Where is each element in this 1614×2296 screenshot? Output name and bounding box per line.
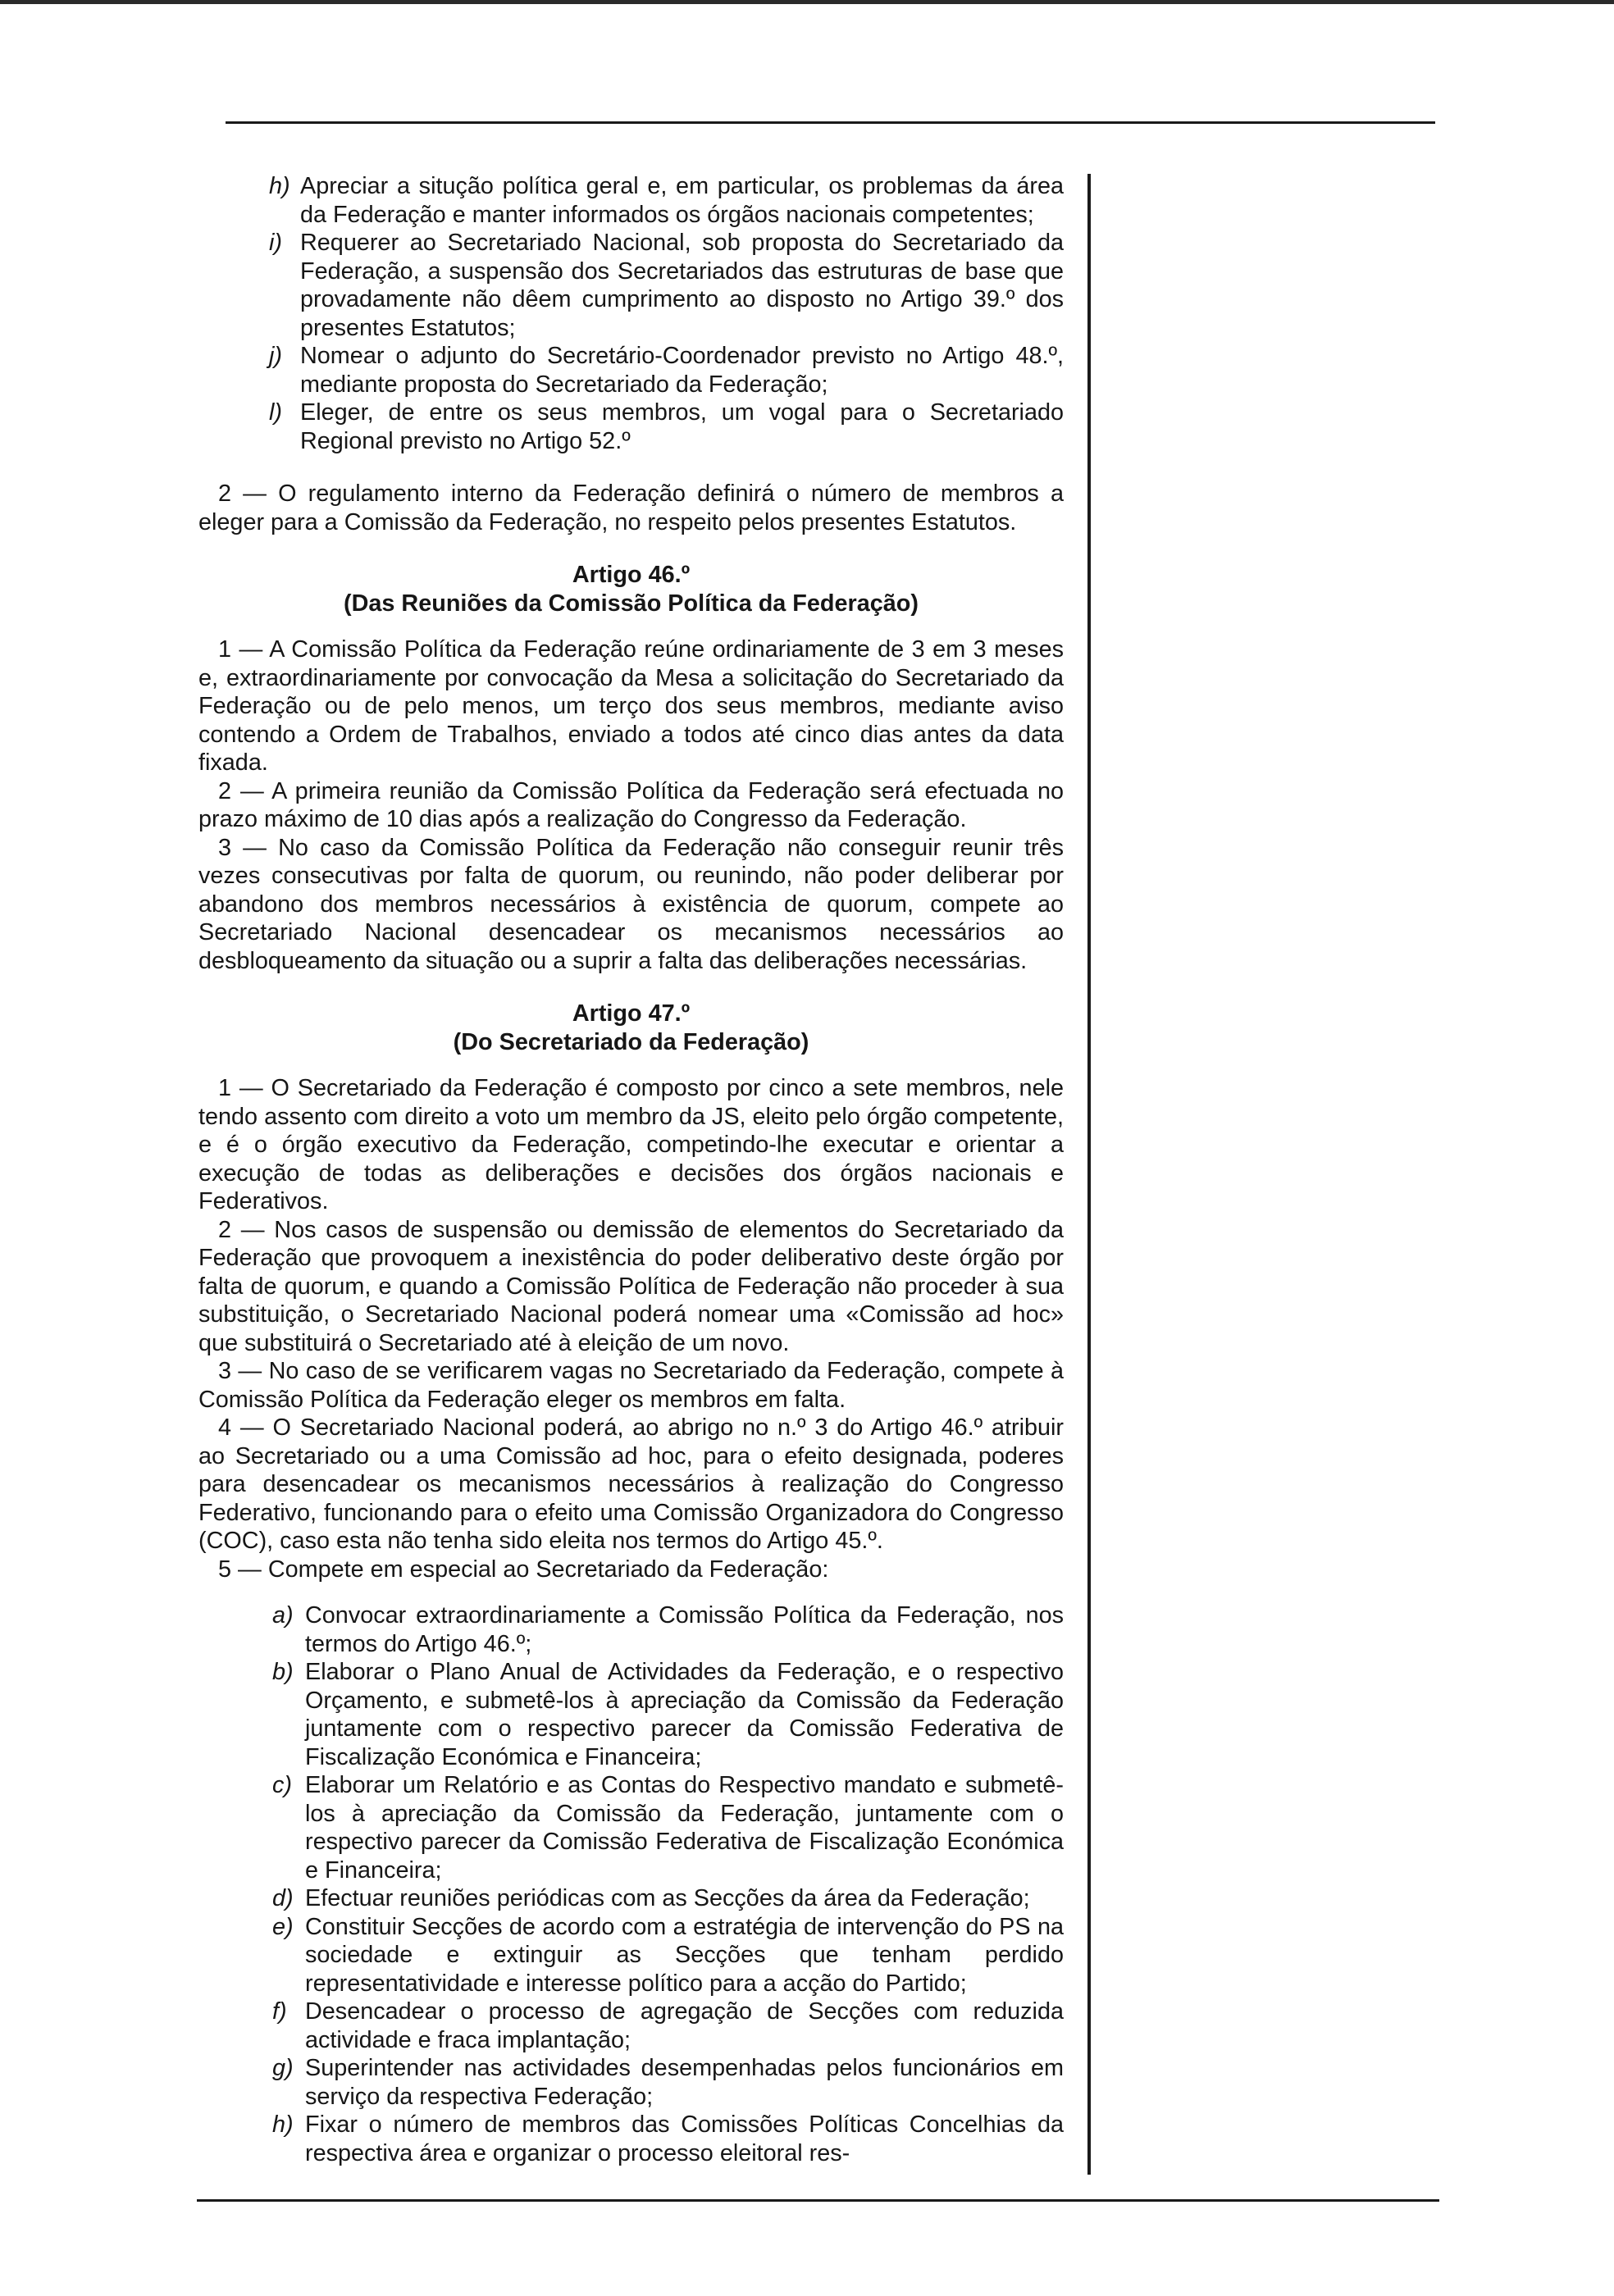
page-top-edge [0, 0, 1614, 4]
article-47-title: (Do Secretariado da Federação) [453, 1028, 809, 1055]
item-label: a) [272, 1602, 294, 1629]
article-46-paragraph: 2 — A primeira reunião da Comissão Política da Federação será efectuada no prazo máximo de 10 dias após a realização do Congresso da Federação. [198, 777, 1064, 832]
item-label: i) [269, 230, 282, 256]
list-item [198, 1913, 1064, 1998]
list-item [198, 2111, 1064, 2167]
footer-rule [197, 2199, 1439, 2202]
item-text: Elaborar um Relatório e as Contas do Respectivo mandato e submetê-los à apreciação da Comissão da Federação, juntamente com o respectivo parecer da Comissão Federativa de Fiscalização Económica e Financeira; [305, 1772, 1064, 1884]
list-item [198, 1998, 1064, 2054]
list-item [198, 2054, 1064, 2111]
item-label: g) [272, 2055, 294, 2081]
item-label: f) [272, 1998, 287, 2025]
article-47-list [198, 1601, 1064, 2167]
item-text: Efectuar reuniões periódicas com as Secções da área da Federação; [305, 1885, 1030, 1911]
item-text: Convocar extraordinariamente a Comissão Política da Federação, nos termos do Artigo 46.º; [305, 1602, 1064, 1657]
item-label: d) [272, 1885, 294, 1911]
item-text: Superintender nas actividades desempenhadas pelos funcionários em serviço da respectiva Federação; [305, 2055, 1064, 2110]
article-46-paragraph: 1 — A Comissão Política da Federação reúne ordinariamente de 3 em 3 meses e, extraordinariamente por convocação da Mesa a solicitação do Secretariado da Federação ou de pelo menos, um terço dos seus membros, mediante aviso contendo a Ordem de Trabalhos, enviado a todos até cinco dias antes da data fixada. [198, 636, 1064, 776]
item-text: Nomear o adjunto do Secretário-Coordenador previsto no Artigo 48.º, mediante proposta do Secretariado da Federação; [300, 343, 1064, 398]
article-47-paragraph: 3 — No caso de se verificarem vagas no Secretariado da Federação, compete à Comissão Política da Federação eleger os membros em falta. [198, 1358, 1064, 1413]
item-label: h) [272, 2112, 294, 2138]
intro-paragraph: 2 — O regulamento interno da Federação definirá o número de membros a eleger para a Comissão da Federação, no respeito pelos presentes Estatutos. [198, 481, 1064, 535]
header-rule [226, 121, 1435, 124]
item-label: j) [269, 343, 282, 369]
article-47-paragraph: 5 — Compete em especial ao Secretariado da Federação: [218, 1556, 829, 1583]
list-item [198, 1601, 1064, 1658]
article-47-paragraph: 1 — O Secretariado da Federação é composto por cinco a sete membros, nele tendo assento com direito a voto um membro da JS, eleito pelo órgão competente, e é o órgão executivo da Federação, competindo-lhe executar e orientar a execução de todas as deliberações e decisões dos órgãos nacionais e Federativos. [198, 1075, 1064, 1214]
article-47-number: Artigo 47.º [572, 1000, 691, 1027]
column-rule [1087, 174, 1091, 2175]
item-text: Eleger, de entre os seus membros, um vogal para o Secretariado Regional previsto no Artigo 52.º [300, 399, 1064, 454]
list-item [198, 1771, 1064, 1884]
intro-item-h [198, 172, 1064, 229]
intro-item-l [198, 399, 1064, 455]
intro-list [198, 172, 1064, 455]
item-text: Constituir Secções de acordo com a estratégia de intervenção do PS na sociedade e extinguir as Secções que tenham perdido representatividade e interesse político para a acção do Partido; [305, 1913, 1064, 1997]
intro-item-j [198, 342, 1064, 399]
article-47-paragraph: 4 — O Secretariado Nacional poderá, ao abrigo no n.º 3 do Artigo 46.º atribuir ao Secretariado ou a uma Comissão ad hoc, para o efeito designada, poderes para desencadear os mecanismos necessários à realização do Congresso Federativo, funcionando para o efeito uma Comissão Organizadora do Congresso (COC), caso esta não tenha sido eleita nos termos do Artigo 45.º. [198, 1414, 1064, 1554]
item-label: h) [269, 173, 290, 199]
article-46-number: Artigo 46.º [572, 562, 691, 588]
item-text: Fixar o número de membros das Comissões Políticas Concelhias da respectiva área e organizar o processo eleitoral res- [305, 2112, 1064, 2166]
item-label: c) [272, 1772, 292, 1798]
article-46-paragraph: 3 — No caso da Comissão Política da Federação não conseguir reunir três vezes consecutivas por falta de quorum, ou reunindo, não poder deliberar por abandono dos membros necessários à existência de quorum, compete ao Secretariado Nacional desencadear os mecanismos necessários ao desbloqueamento da situação ou a suprir a falta das deliberações necessárias. [198, 834, 1064, 974]
document-body [198, 172, 1064, 2167]
item-text: Desencadear o processo de agregação de Secções com reduzida actividade e fraca implantação; [305, 1998, 1064, 2053]
item-label: e) [272, 1913, 294, 1940]
item-text: Apreciar a situção política geral e, em particular, os problemas da área da Federação e manter informados os órgãos nacionais competentes; [300, 173, 1064, 228]
article-47-paragraph: 2 — Nos casos de suspensão ou demissão de elementos do Secretariado da Federação que provoquem a inexistência do poder deliberativo deste órgão por falta de quorum, e quando a Comissão Política de Federação não proceder à sua substituição, o Secretariado Nacional poderá nomear uma «Comissão ad hoc» que substituirá o Secretariado até à eleição de um novo. [198, 1216, 1064, 1356]
item-text: Requerer ao Secretariado Nacional, sob proposta do Secretariado da Federação, a suspensão dos Secretariados das estruturas de base que provadamente não dêem cumprimento ao disposto no Artigo 39.º dos presentes Estatutos; [300, 230, 1064, 341]
item-text: Elaborar o Plano Anual de Actividades da Federação, e o respectivo Orçamento, e submetê-los à apreciação da Comissão da Federação juntamente com o respectivo parecer da Comissão Federativa de Fiscalização Económica e Financeira; [305, 1659, 1064, 1770]
item-label: l) [269, 399, 282, 426]
intro-item-i [198, 229, 1064, 342]
item-label: b) [272, 1659, 294, 1685]
list-item [198, 1884, 1064, 1913]
list-item [198, 1658, 1064, 1771]
article-46-title: (Das Reuniões da Comissão Política da Federação) [344, 590, 919, 617]
